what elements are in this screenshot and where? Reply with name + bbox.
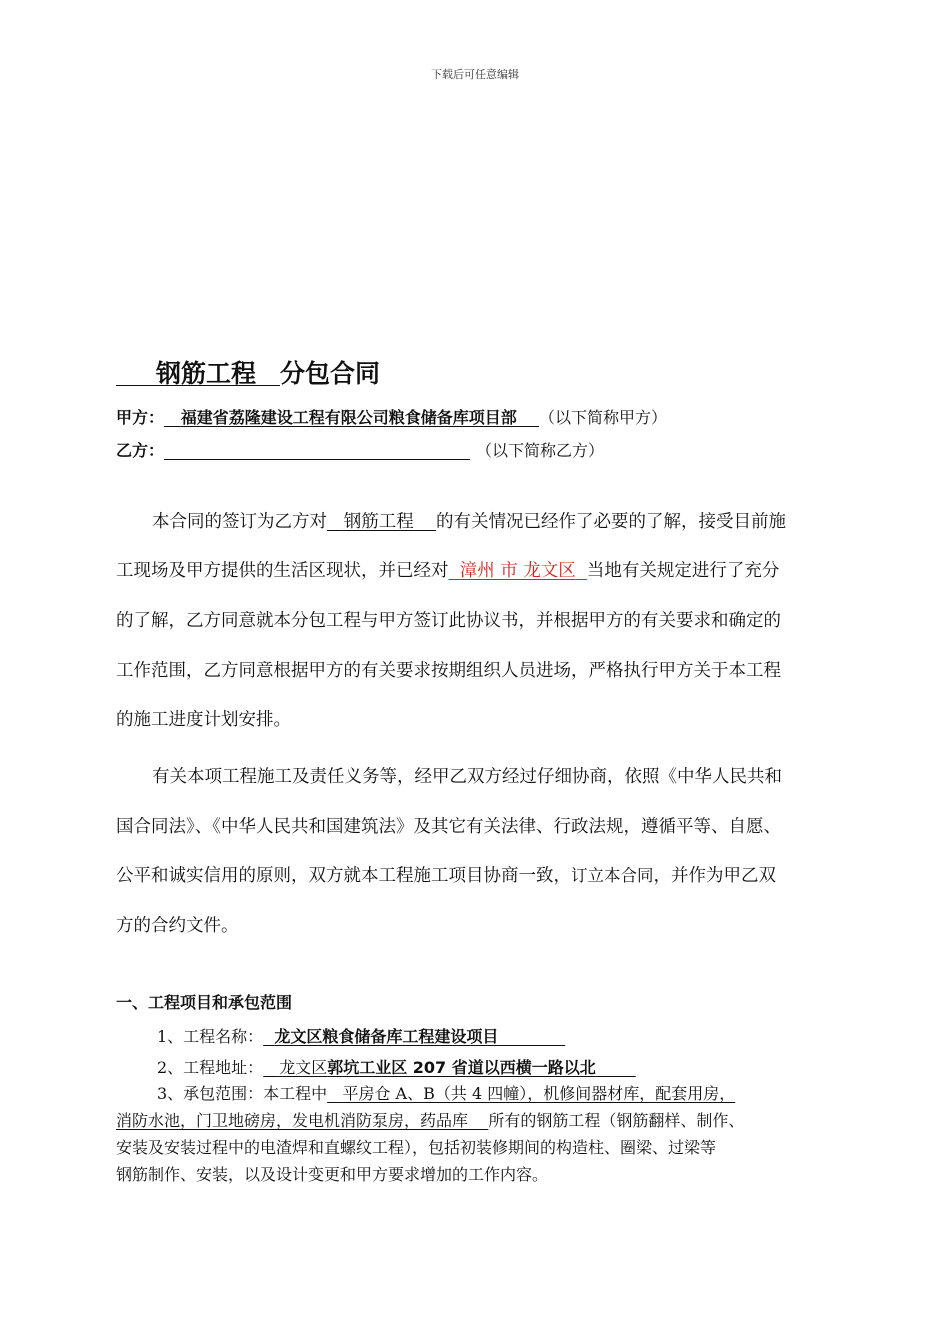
item-3-scope: 平房仓 A、B（共 4 四幢），机修间器材库，配套用房， (342, 1084, 736, 1103)
party-a-name: 福建省荔隆建设工程有限公司粮食储备库项目部 (180, 408, 517, 427)
intro-subject: 钢筋工程 (343, 512, 414, 532)
basis-line-4: 方的合约文件。 (116, 916, 239, 936)
item-1 (157, 1024, 565, 1047)
intro-place: 漳州 市 龙文区 (459, 561, 576, 581)
item-1-label: 1、工程名称： (157, 1027, 264, 1046)
item-2-value: 龙文区郭坑工业区 207 省道以西横一路以北 (279, 1058, 596, 1077)
intro-line-1 (152, 508, 786, 533)
intro-text: 本合同的签订为乙方对 (152, 512, 327, 532)
intro-line-4: 工作范围，乙方同意根据甲方的有关要求按期组织人员进场，严格执行甲方关于本工程 (116, 661, 781, 681)
item-3-line-3: 安装及安装过程中的电渣焊和直螺纹工程），包括初装修期间的构造柱、圈梁、过梁等 (116, 1138, 717, 1157)
basis-line-1: 有关本项工程施工及责任义务等，经甲乙双方经过仔细协商，依照《中华人民共和 (152, 767, 782, 787)
party-b-label: 乙方： (116, 441, 165, 460)
basis-line-3 (116, 862, 776, 887)
party-a-note: （以下简称甲方） (539, 408, 668, 427)
title-blank (256, 361, 280, 386)
item-3-line-4: 钢筋制作、安装，以及设计变更和甲方要求增加的工作内容。 (116, 1165, 549, 1184)
intro-line-3: 的了解，乙方同意就本分包工程与甲方签订此协议书，并根据甲方的有关要求和确定的 (116, 611, 781, 631)
item-3-line-2 (116, 1107, 856, 1134)
item-3 (116, 1080, 856, 1188)
item-3-text: 所有的钢筋工程（钢筋翻样、制作、 (488, 1111, 745, 1130)
basis-line-2: 国合同法》、《中华人民共和国建筑法》及其它有关法律、行政法规，遵循平等、自愿、 (116, 817, 781, 837)
item-3-line-1 (116, 1080, 856, 1107)
party-a-label: 甲方： (116, 408, 165, 427)
intro-text: 当地有关规定进行了充分 (586, 561, 780, 581)
contract-title (116, 354, 380, 390)
title-blank (116, 361, 156, 386)
section-1-title: 一、工程项目和承包范围 (116, 993, 293, 1012)
intro-line-2 (116, 557, 779, 582)
item-2 (157, 1055, 636, 1078)
intro-text: 的有关情况已经作了必要的了解，接受目前施 (435, 512, 786, 532)
title-subject: 钢筋工程 (156, 359, 257, 388)
header-note: 下载后可任意编辑 (431, 68, 519, 81)
party-a-line (116, 405, 667, 428)
item-2-label: 2、工程地址： (157, 1058, 264, 1077)
basis-text: 公平和诚实信用的原则，双方就本工程施工项目协商一致， (116, 866, 571, 886)
title-suffix: 分包合同 (280, 359, 381, 388)
intro-line-5: 的施工进度计划安排。 (116, 710, 291, 730)
basis-text: 订立本合同 (571, 866, 654, 885)
party-b-name-field (164, 441, 470, 460)
party-b-line (116, 438, 604, 461)
intro-text: 工现场及甲方提供的生活区现状，并已经对 (116, 561, 449, 581)
item-1-value: 龙文区粮食储备库工程建设项目 (274, 1027, 499, 1046)
party-b-note: （以下简称乙方） (476, 441, 605, 460)
basis-text: ，并作为甲乙双 (653, 866, 776, 886)
item-3-scope: 消防水池，门卫地磅房，发电机消防泵房，药品库 (116, 1111, 469, 1130)
item-3-label: 3、承包范围：本工程中 (157, 1084, 328, 1103)
